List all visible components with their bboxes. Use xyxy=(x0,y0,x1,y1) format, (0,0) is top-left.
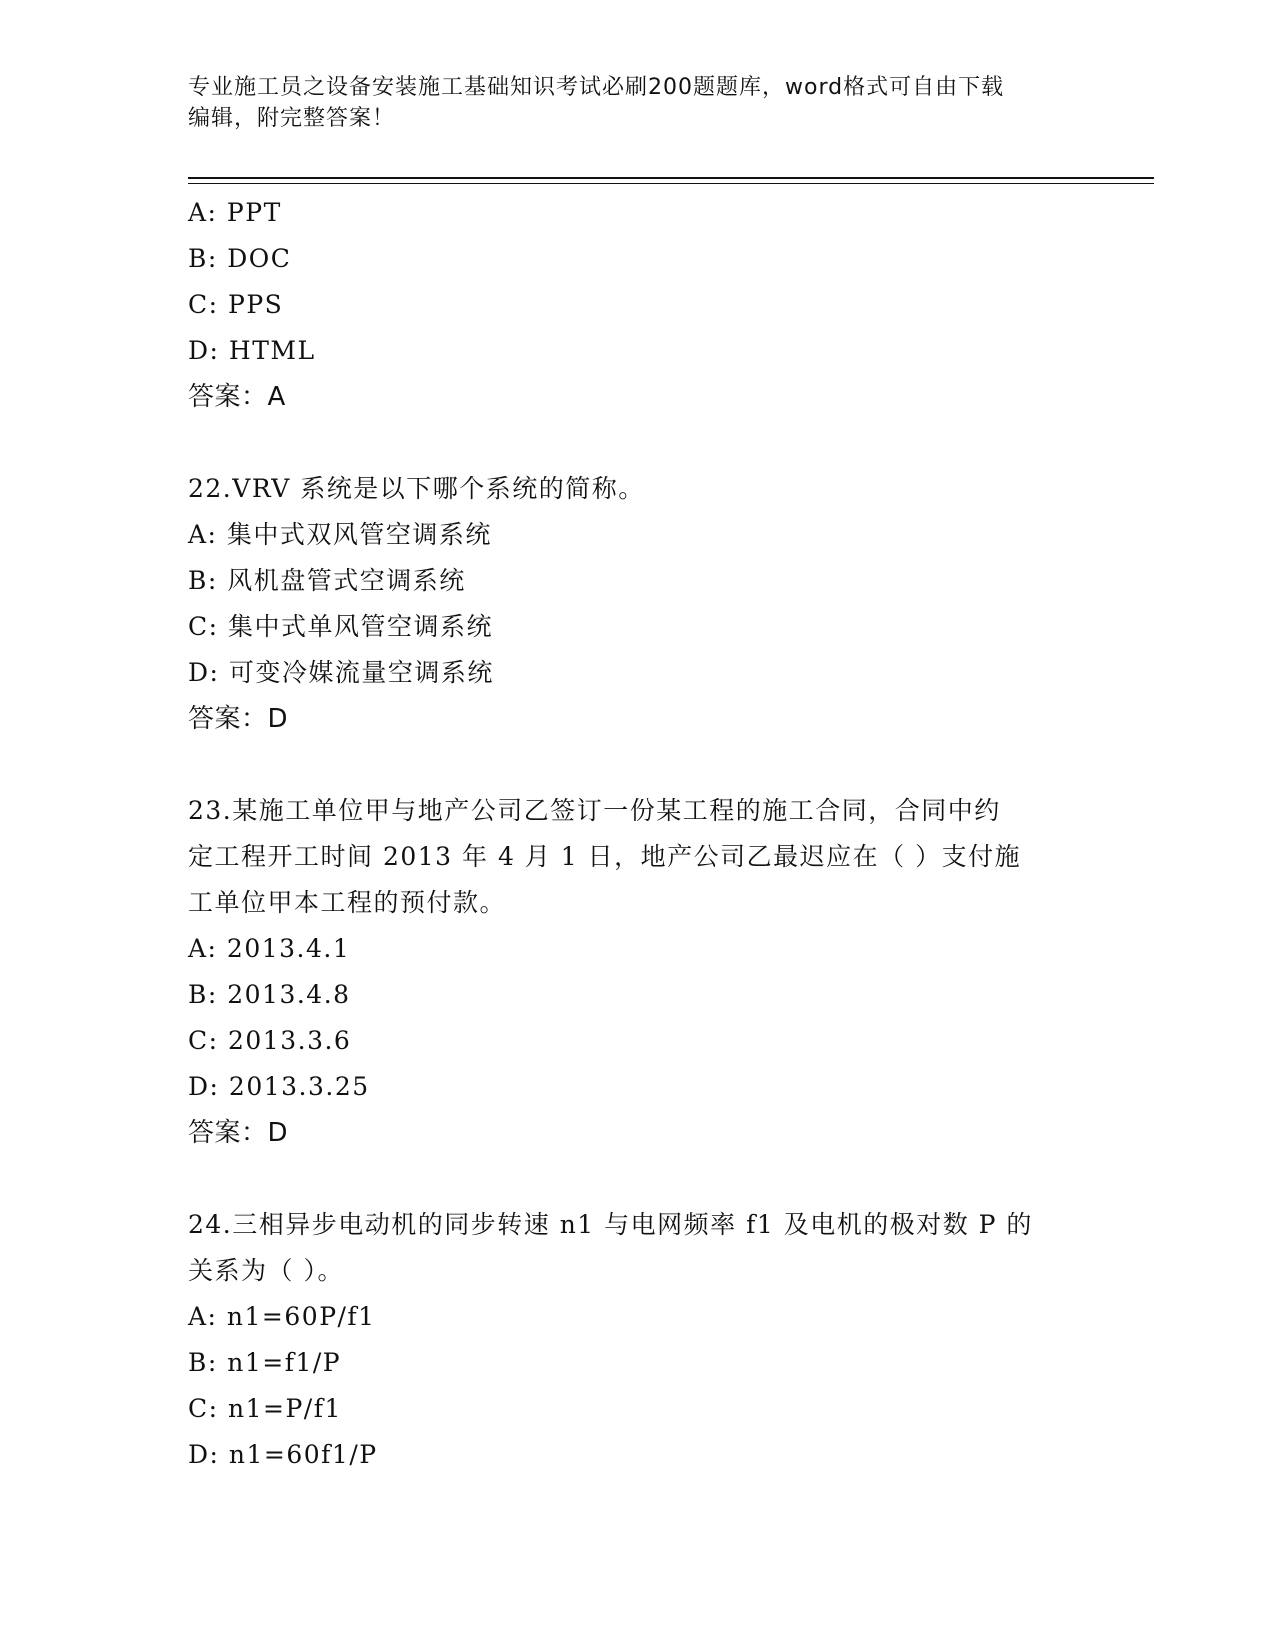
option-c: C: 集中式单风管空调系统 xyxy=(188,612,493,641)
option-b: B: DOC xyxy=(188,244,292,273)
option-a: A: PPT xyxy=(188,198,282,227)
answer: 答案：D xyxy=(188,1118,289,1148)
answer: 答案：A xyxy=(188,382,286,412)
document-header xyxy=(188,72,1088,134)
option-a: A: 集中式双风管空调系统 xyxy=(188,520,492,549)
question-21 xyxy=(188,190,1088,420)
option-d: D: 可变冷媒流量空调系统 xyxy=(188,658,494,687)
question-stem-line-1: 23.某施工单位甲与地产公司乙签订一份某工程的施工合同，合同中约 xyxy=(188,796,1001,825)
question-list xyxy=(188,190,1088,1478)
option-b: B: 2013.4.8 xyxy=(188,980,351,1009)
question-stem-line-1: 24.三相异步电动机的同步转速 n1 与电网频率 f1 及电机的极对数 P 的 xyxy=(188,1210,1033,1239)
option-a: A: 2013.4.1 xyxy=(188,934,351,963)
header-line-1: 专业施工员之设备安装施工基础知识考试必刷200题题库，word格式可自由下载 xyxy=(188,75,1005,100)
question-24 xyxy=(188,1202,1088,1478)
question-stem-line-2: 关系为（ ）。 xyxy=(188,1256,344,1285)
spacer xyxy=(188,1156,1088,1202)
option-b: B: 风机盘管式空调系统 xyxy=(188,566,466,595)
header-line-2: 编辑，附完整答案！ xyxy=(188,106,396,131)
answer: 答案：D xyxy=(188,704,289,734)
option-d: D: 2013.3.25 xyxy=(188,1072,370,1101)
spacer xyxy=(188,420,1088,466)
question-22 xyxy=(188,466,1088,742)
option-c: C: n1=P/f1 xyxy=(188,1394,342,1423)
header-divider-thick xyxy=(188,177,1154,179)
question-stem: 22.VRV 系统是以下哪个系统的简称。 xyxy=(188,474,645,503)
question-stem-line-3: 工单位甲本工程的预付款。 xyxy=(188,888,507,917)
option-b: B: n1=f1/P xyxy=(188,1348,342,1377)
option-c: C: PPS xyxy=(188,290,284,319)
option-d: D: HTML xyxy=(188,336,316,365)
question-stem-line-2: 定工程开工时间 2013 年 4 月 1 日，地产公司乙最迟应在（ ）支付施 xyxy=(188,842,1022,871)
option-c: C: 2013.3.6 xyxy=(188,1026,352,1055)
spacer xyxy=(188,742,1088,788)
option-d: D: n1=60f1/P xyxy=(188,1440,378,1469)
header-divider-thin xyxy=(188,183,1154,184)
question-23 xyxy=(188,788,1088,1156)
option-a: A: n1=60P/f1 xyxy=(188,1302,376,1331)
